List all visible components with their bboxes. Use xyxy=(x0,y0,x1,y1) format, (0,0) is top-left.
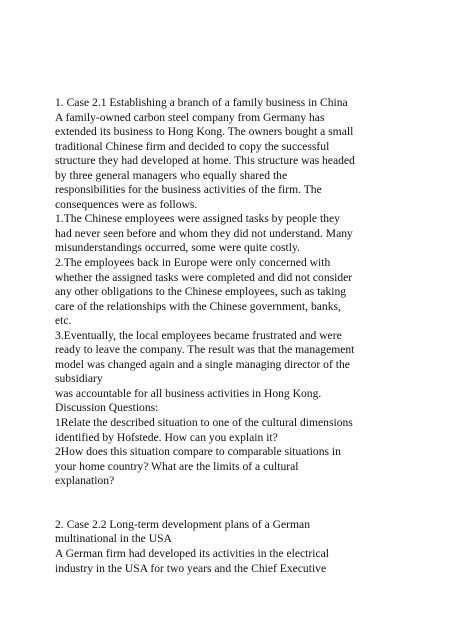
list-item-3: 3.Eventually, the local employees became frustrated and were xyxy=(55,328,342,342)
text-line: A family-owned carbon steel company from Germany has xyxy=(55,110,325,124)
case-2-2-heading: 2. Case 2.2 Long-term development plans of a German xyxy=(55,517,310,531)
text-line: traditional Chinese firm and decided to copy the successful xyxy=(55,139,330,153)
text-line: care of the relationships with the Chinese government, banks, xyxy=(55,299,341,313)
text-line: identified by Hofstede. How can you explain it? xyxy=(55,430,278,444)
list-item-1: 1.The Chinese employees were assigned tasks by people they xyxy=(55,212,340,226)
text-line: multinational in the USA xyxy=(55,532,172,546)
text-line: etc. xyxy=(55,314,72,328)
text-line: responsibilities for the business activities of the firm. The xyxy=(55,183,322,197)
case-2-1-heading: 1. Case 2.1 Establishing a branch of a family business in China xyxy=(55,96,348,109)
question-1: 1Relate the described situation to one of the cultural dimensions xyxy=(55,416,353,430)
text-line: A German firm had developed its activities in the electrical xyxy=(55,546,329,560)
text-line: any other obligations to the Chinese employees, such as taking xyxy=(55,285,347,299)
text-line: misunderstandings occurred, some were quite costly. xyxy=(55,241,300,255)
discussion-questions-heading: Discussion Questions: xyxy=(55,401,159,415)
text-line: whether the assigned tasks were completed and did not consider xyxy=(55,270,353,284)
text-line: structure they had developed at home. This structure was headed xyxy=(55,154,355,168)
blank-line xyxy=(55,489,447,504)
blank-line xyxy=(55,503,447,518)
question-2: 2How does this situation compare to comparable situations in xyxy=(55,445,341,459)
text-line: your home country? What are the limits of a cultural xyxy=(55,459,299,473)
text-line: by three general managers who equally shared the xyxy=(55,168,288,182)
text-line: subsidiary xyxy=(55,372,103,386)
text-line: model was changed again and a single managing director of the xyxy=(55,357,350,371)
text-line: explanation? xyxy=(55,474,115,488)
list-item-2: 2.The employees back in Europe were only concerned with xyxy=(55,256,331,270)
document-text xyxy=(55,96,447,576)
text-line: extended its business to Hong Kong. The owners bought a small xyxy=(55,125,354,139)
text-line: ready to leave the company. The result was that the management xyxy=(55,343,355,357)
text-line: industry in the USA for two years and the Chief Executive xyxy=(55,561,327,575)
text-line: was accountable for all business activities in Hong Kong. xyxy=(55,386,322,400)
text-line: had never seen before and whom they did not understand. Many xyxy=(55,226,353,240)
text-line: consequences were as follows. xyxy=(55,197,198,211)
